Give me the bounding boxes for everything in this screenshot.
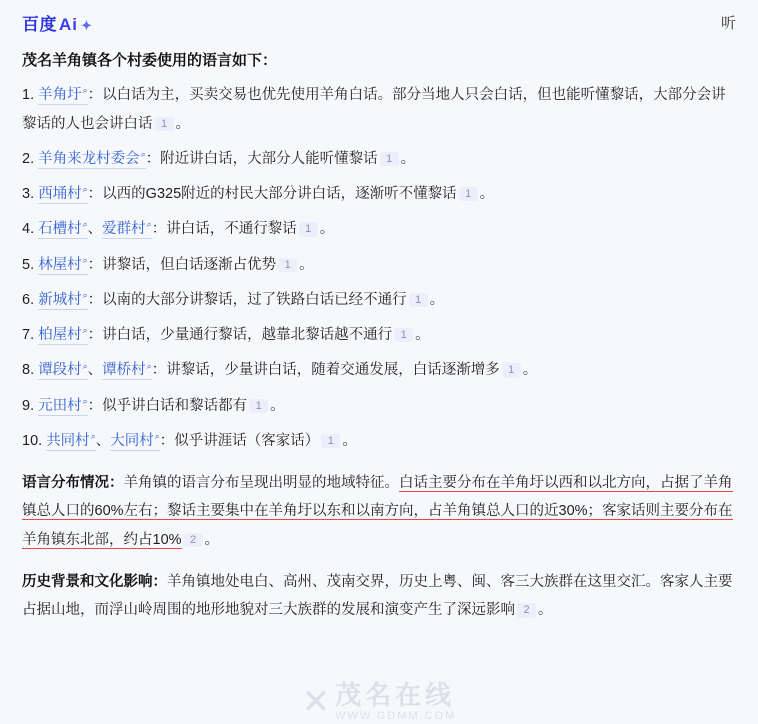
search-icon[interactable]: ⌕ bbox=[82, 290, 88, 301]
citation-ref[interactable]: 1 bbox=[502, 363, 521, 377]
list-item-text: 附近讲白话，大部分人能听懂黎话 bbox=[160, 150, 378, 167]
colon: ： bbox=[145, 150, 161, 167]
watermark bbox=[0, 681, 758, 722]
colon: ： bbox=[87, 327, 103, 344]
list-item-index: 10. bbox=[22, 432, 47, 449]
citation-ref[interactable]: 1 bbox=[394, 328, 413, 342]
search-icon[interactable]: ⌕ bbox=[146, 360, 152, 371]
search-icon[interactable]: ⌕ bbox=[82, 85, 88, 96]
list-item bbox=[22, 427, 736, 455]
baidu-ai-logo bbox=[22, 10, 92, 35]
list-item bbox=[22, 392, 736, 420]
entity-link[interactable]: 爱群村⌕ bbox=[102, 219, 152, 238]
page-title: 茂名羊角镇各个村委使用的语言如下： bbox=[22, 52, 278, 69]
search-icon[interactable]: ⌕ bbox=[82, 325, 88, 336]
search-icon[interactable]: ⌕ bbox=[90, 431, 96, 442]
list-item bbox=[22, 356, 736, 384]
entity-link[interactable]: 石槽村⌕ bbox=[38, 219, 88, 238]
list-item-text: 以西的G325附近的村民大部分讲白话，逐渐听不懂黎话 bbox=[102, 186, 457, 203]
logo-text: 百度 bbox=[22, 14, 57, 34]
citation-ref[interactable]: 1 bbox=[278, 258, 297, 272]
entity-link[interactable]: 共同村⌕ bbox=[46, 431, 96, 449]
citation-ref[interactable]: 1 bbox=[380, 152, 399, 166]
paragraph-heading: 语言分布情况： bbox=[22, 475, 124, 492]
period: 。 bbox=[299, 256, 314, 273]
period: 。 bbox=[479, 186, 495, 203]
logo-ai-text: Ai bbox=[59, 14, 78, 34]
citation-ref[interactable]: 1 bbox=[409, 293, 428, 307]
list-item bbox=[22, 215, 736, 243]
paragraph-text: 羊角镇地处电白、高州、茂南交界，历史上粤、闽、客三大族群在这里交汇。客家人主要占据山地，而浮山岭周围的地形地貌对三大族群的发展和演变产生了深远影响 bbox=[22, 573, 733, 619]
entity-link[interactable]: 大同村⌕ bbox=[110, 431, 160, 449]
list-item bbox=[22, 251, 736, 279]
list-item-index: 3. bbox=[22, 186, 39, 203]
list-item-index: 2. bbox=[22, 150, 39, 167]
summary-paragraph bbox=[22, 469, 736, 554]
period: 。 bbox=[429, 291, 445, 308]
search-icon[interactable]: ⌕ bbox=[82, 219, 88, 230]
list-item bbox=[22, 321, 736, 349]
watermark-site-name: 茂名在线 bbox=[335, 680, 456, 711]
search-icon[interactable]: ⌕ bbox=[82, 184, 88, 195]
highlighted-text: 白话主要分布在羊角圩以西和以北方向，占据了羊角镇总人口的60%左右；黎话主要集中在羊角圩以东和以南方向，占羊角镇总人口的近30%；客家话则主要分布在羊角镇东北部，约占10% bbox=[22, 475, 733, 548]
colon: ： bbox=[87, 397, 103, 414]
colon: ： bbox=[87, 256, 103, 273]
list-item bbox=[22, 180, 736, 208]
colon: ： bbox=[151, 221, 167, 238]
entity-link[interactable]: 林屋村⌕ bbox=[38, 254, 88, 273]
list-item-index: 7. bbox=[22, 327, 39, 344]
list-item-text: 以南的大部分讲黎话，过了铁路白话已经不通行 bbox=[102, 291, 407, 308]
search-icon[interactable]: ⌕ bbox=[146, 219, 152, 230]
period: 。 bbox=[204, 531, 220, 548]
entity-link[interactable]: 柏屋村⌕ bbox=[38, 325, 88, 344]
search-icon[interactable]: ⌕ bbox=[82, 395, 88, 406]
list-item-index: 8. bbox=[22, 362, 39, 379]
list-item-index: 4. bbox=[22, 221, 39, 238]
list-item-text: 讲黎话，少量讲白话，随着交通发展，白话逐渐增多 bbox=[166, 362, 500, 379]
entity-separator: 、 bbox=[95, 432, 111, 449]
entity-separator: 、 bbox=[87, 362, 103, 379]
list-item-text: 讲白话，不通行黎话 bbox=[166, 221, 297, 238]
list-item-text: 似乎讲涯话（客家话） bbox=[174, 432, 320, 449]
entity-link[interactable]: 新城村⌕ bbox=[38, 290, 88, 308]
entity-link[interactable]: 羊角来龙村委会⌕ bbox=[38, 148, 146, 167]
village-language-list bbox=[22, 81, 736, 455]
list-item-index: 1. bbox=[22, 87, 39, 104]
period: 。 bbox=[400, 150, 416, 167]
list-item-index: 5. bbox=[22, 256, 39, 273]
paragraph-text: 羊角镇的语言分布呈现出明显的地域特征。 bbox=[123, 475, 399, 492]
entity-separator: 、 bbox=[87, 221, 103, 238]
list-item bbox=[22, 145, 736, 173]
paragraph-heading: 历史背景和文化影响： bbox=[22, 573, 167, 590]
colon: ： bbox=[87, 186, 103, 203]
citation-ref[interactable]: 1 bbox=[249, 399, 268, 413]
period: 。 bbox=[342, 432, 357, 449]
colon: ： bbox=[159, 432, 175, 449]
list-item-text: 讲白话，少量通行黎话，越靠北黎话越不通行 bbox=[102, 327, 393, 344]
period: 。 bbox=[522, 362, 538, 379]
sparkle-icon: ✦ bbox=[81, 17, 93, 33]
citation-ref[interactable]: 1 bbox=[155, 117, 174, 131]
search-icon[interactable]: ⌕ bbox=[140, 148, 146, 159]
colon: ： bbox=[151, 362, 167, 379]
entity-link[interactable]: 羊角圩⌕ bbox=[38, 85, 88, 104]
citation-ref[interactable]: 1 bbox=[299, 222, 318, 236]
colon: ： bbox=[87, 87, 103, 104]
entity-link[interactable]: 谭桥村⌕ bbox=[102, 360, 152, 379]
search-icon[interactable]: ⌕ bbox=[82, 254, 88, 265]
citation-ref[interactable]: 2 bbox=[517, 603, 536, 617]
listen-button[interactable]: 听 bbox=[720, 14, 736, 32]
citation-ref[interactable]: 1 bbox=[459, 187, 478, 201]
period: 。 bbox=[538, 602, 553, 619]
search-icon[interactable]: ⌕ bbox=[154, 431, 160, 442]
list-item bbox=[22, 286, 736, 314]
period: 。 bbox=[270, 397, 285, 414]
summary-paragraphs bbox=[22, 469, 736, 624]
list-item-text: 讲黎话，但白话逐渐占优势 bbox=[102, 256, 277, 273]
entity-link[interactable]: 元田村⌕ bbox=[38, 395, 88, 414]
watermark-site-url: WWW.GDMM.COM bbox=[335, 709, 457, 722]
entity-link[interactable]: 西埇村⌕ bbox=[38, 184, 88, 203]
entity-link[interactable]: 谭段村⌕ bbox=[38, 360, 88, 379]
answer-content bbox=[0, 46, 758, 633]
period: 。 bbox=[319, 221, 335, 238]
app-header bbox=[0, 0, 758, 44]
citation-ref[interactable]: 1 bbox=[321, 434, 340, 448]
list-item-index: 9. bbox=[22, 397, 39, 414]
citation-ref[interactable]: 2 bbox=[184, 533, 203, 547]
watermark-logo-icon: ✕ bbox=[301, 681, 328, 722]
list-item-text: 以白话为主，买卖交易也优先使用羊角白话。部分当地人只会白话，但也能听懂黎话，大部分会讲黎话的人也会讲白话 bbox=[22, 87, 726, 132]
search-icon[interactable]: ⌕ bbox=[82, 360, 88, 371]
list-item bbox=[22, 81, 736, 138]
list-item-text: 似乎讲白话和黎话都有 bbox=[102, 397, 248, 414]
period: 。 bbox=[415, 327, 430, 344]
summary-paragraph bbox=[22, 568, 736, 625]
colon: ： bbox=[87, 291, 103, 308]
period: 。 bbox=[175, 115, 190, 132]
list-item-index: 6. bbox=[22, 291, 39, 308]
